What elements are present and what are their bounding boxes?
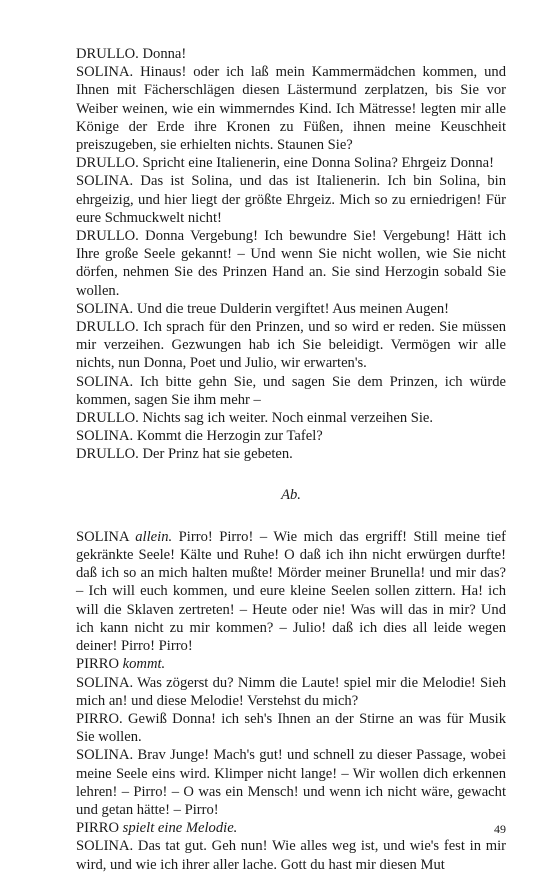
speech: Pirro! Pirro! – Wie mich das ergriff! Still meine tief gekränkte Seele! Kälte und Ruhe! O daß ich ihn nicht erwürgen durfte! daß ich so an mich halten mußte! Mörder meiner Brunella! und mir das? – Ich will euch kommen, und eure kleine Seelen sollen zittern. Ha! ich will die Sklaven zertreten! – Heute oder nie! Was will das in mir? Und ich kann nicht zu mir kommen? – Julio! daß ich dies all leide wegen deiner! Pirro! Pirro! xyxy=(76,528,506,655)
line-16 xyxy=(76,746,506,819)
speech: Ich bitte gehn Sie, und sagen Sie dem Prinzen, ich würde kommen, sagen Sie ihm mehr – xyxy=(76,373,506,408)
speaker: DRULLO. xyxy=(76,319,139,336)
speech: Ich sprach für den Prinzen, und so wird er reden. Sie müssen mir verzeihen. Gezwungen hab ich Sie beleidigt. Vermögen wir alle nichts, nun Donna, Poet und Julio, wir erwarten's. xyxy=(76,319,506,372)
speaker: SOLINA. xyxy=(76,747,134,764)
speech: Donna! xyxy=(138,46,187,62)
line-15 xyxy=(76,710,506,746)
speech: Kommt die Herzogin zur Tafel? xyxy=(133,428,323,445)
page-body xyxy=(76,45,506,874)
speaker: DRULLO. xyxy=(76,410,139,427)
dialogue-block-1 xyxy=(76,45,506,464)
speech: Brav Junge! Mach's gut! und schnell zu dieser Passage, wobei meine Seele eins wird. Klimper nicht lange! – Wir wollen dich erkennen lehren! – Pirro! – O was ein Mensch! und wenn ich nicht wäre, gewacht und getan hätte! – Pirro! xyxy=(76,747,506,818)
speech: Was zögerst du? Nimm die Laute! spiel mir die Melodie! Sieh mich an! und diese Melodie! Verstehst du mich? xyxy=(76,674,506,709)
speech: Nichts sag ich weiter. Noch einmal verzeihen Sie. xyxy=(138,410,434,427)
line-18 xyxy=(76,837,506,873)
speech: Donna Vergebung! Ich bewundre Sie! Vergebung! Hätt ich Ihre große Seele gekannt! – Und wenn Sie nicht wollen, wie Sie nicht dörfen, nehmen Sie des Prinzen Hand an. Sie sind Herzogin sobald Sie wollen. xyxy=(76,228,506,299)
speech: Der Prinz hat sie gebeten. xyxy=(138,446,293,463)
line-12 xyxy=(76,528,506,655)
speaker: SOLINA. xyxy=(76,64,134,81)
line-3 xyxy=(76,154,506,172)
speaker: SOLINA. xyxy=(76,373,134,390)
speech: Und die treue Dulderin vergiftet! Aus meinen Augen! xyxy=(133,300,450,317)
line-5 xyxy=(76,227,506,300)
stage-direction-exit: Ab. xyxy=(281,486,301,503)
line-13 xyxy=(76,655,506,673)
line-7 xyxy=(76,318,506,373)
speech: Das tat gut. Geh nun! Wie alles weg ist, und wie's fest in mir wird, und wie ich ihrer aller lache. Gott du hast mir diesen Mut xyxy=(76,838,506,873)
line-1 xyxy=(76,45,506,63)
speaker: SOLINA. xyxy=(76,674,134,691)
line-8 xyxy=(76,373,506,409)
speaker: DRULLO. xyxy=(76,155,139,172)
line-9 xyxy=(76,409,506,427)
page-number: 49 xyxy=(494,822,506,836)
speaker: SOLINA. xyxy=(76,428,134,445)
speaker: DRULLO. xyxy=(76,446,139,463)
stage-direction: allein. xyxy=(135,528,173,545)
line-4 xyxy=(76,172,506,227)
speaker: PIRRO xyxy=(76,820,119,837)
speech: Das ist Solina, und das ist Italienerin. Ich bin Solina, bin ehrgeizig, und hier liegt der größte Ehrgeiz. Mich so zu erniedrigen! Für eure Schmuckwelt nicht! xyxy=(76,173,506,226)
speaker: SOLINA. xyxy=(76,300,134,317)
speech: Gewiß Donna! ich seh's Ihnen an der Stirne an was für Musik Sie wollen. xyxy=(76,710,506,746)
line-10 xyxy=(76,427,506,445)
line-11 xyxy=(76,445,506,463)
speech: Spricht eine Italienerin, eine Donna Solina? Ehrgeiz Donna! xyxy=(138,155,494,172)
stage-direction: kommt. xyxy=(122,656,166,673)
dialogue-block-2 xyxy=(76,528,506,874)
speaker: DRULLO. xyxy=(76,228,139,245)
line-6 xyxy=(76,300,506,318)
speaker: SOLINA. xyxy=(76,173,134,190)
speaker: PIRRO. xyxy=(76,710,123,727)
speaker: DRULLO. xyxy=(76,46,139,62)
line-2 xyxy=(76,63,506,154)
stage-direction: spielt eine Melodie. xyxy=(122,820,238,837)
line-14 xyxy=(76,674,506,710)
speaker: SOLINA. xyxy=(76,838,134,855)
speech: Hinaus! oder ich laß mein Kammermädchen kommen, und Ihnen mit Fächerschlägen diesen Lästermund zerplatzen, bis Sie vor Weiber weinen, wie ein wimmerndes Kind. Ich Mätresse! legten mir alle Könige der Erde ihre Kronen zu Füßen, ihnen meine Keuschheit preiszugeben, sie erhielten nichts. Staunen Sie? xyxy=(76,64,506,154)
line-17 xyxy=(76,819,506,837)
speaker: SOLINA xyxy=(76,528,129,545)
speaker: PIRRO xyxy=(76,656,119,673)
